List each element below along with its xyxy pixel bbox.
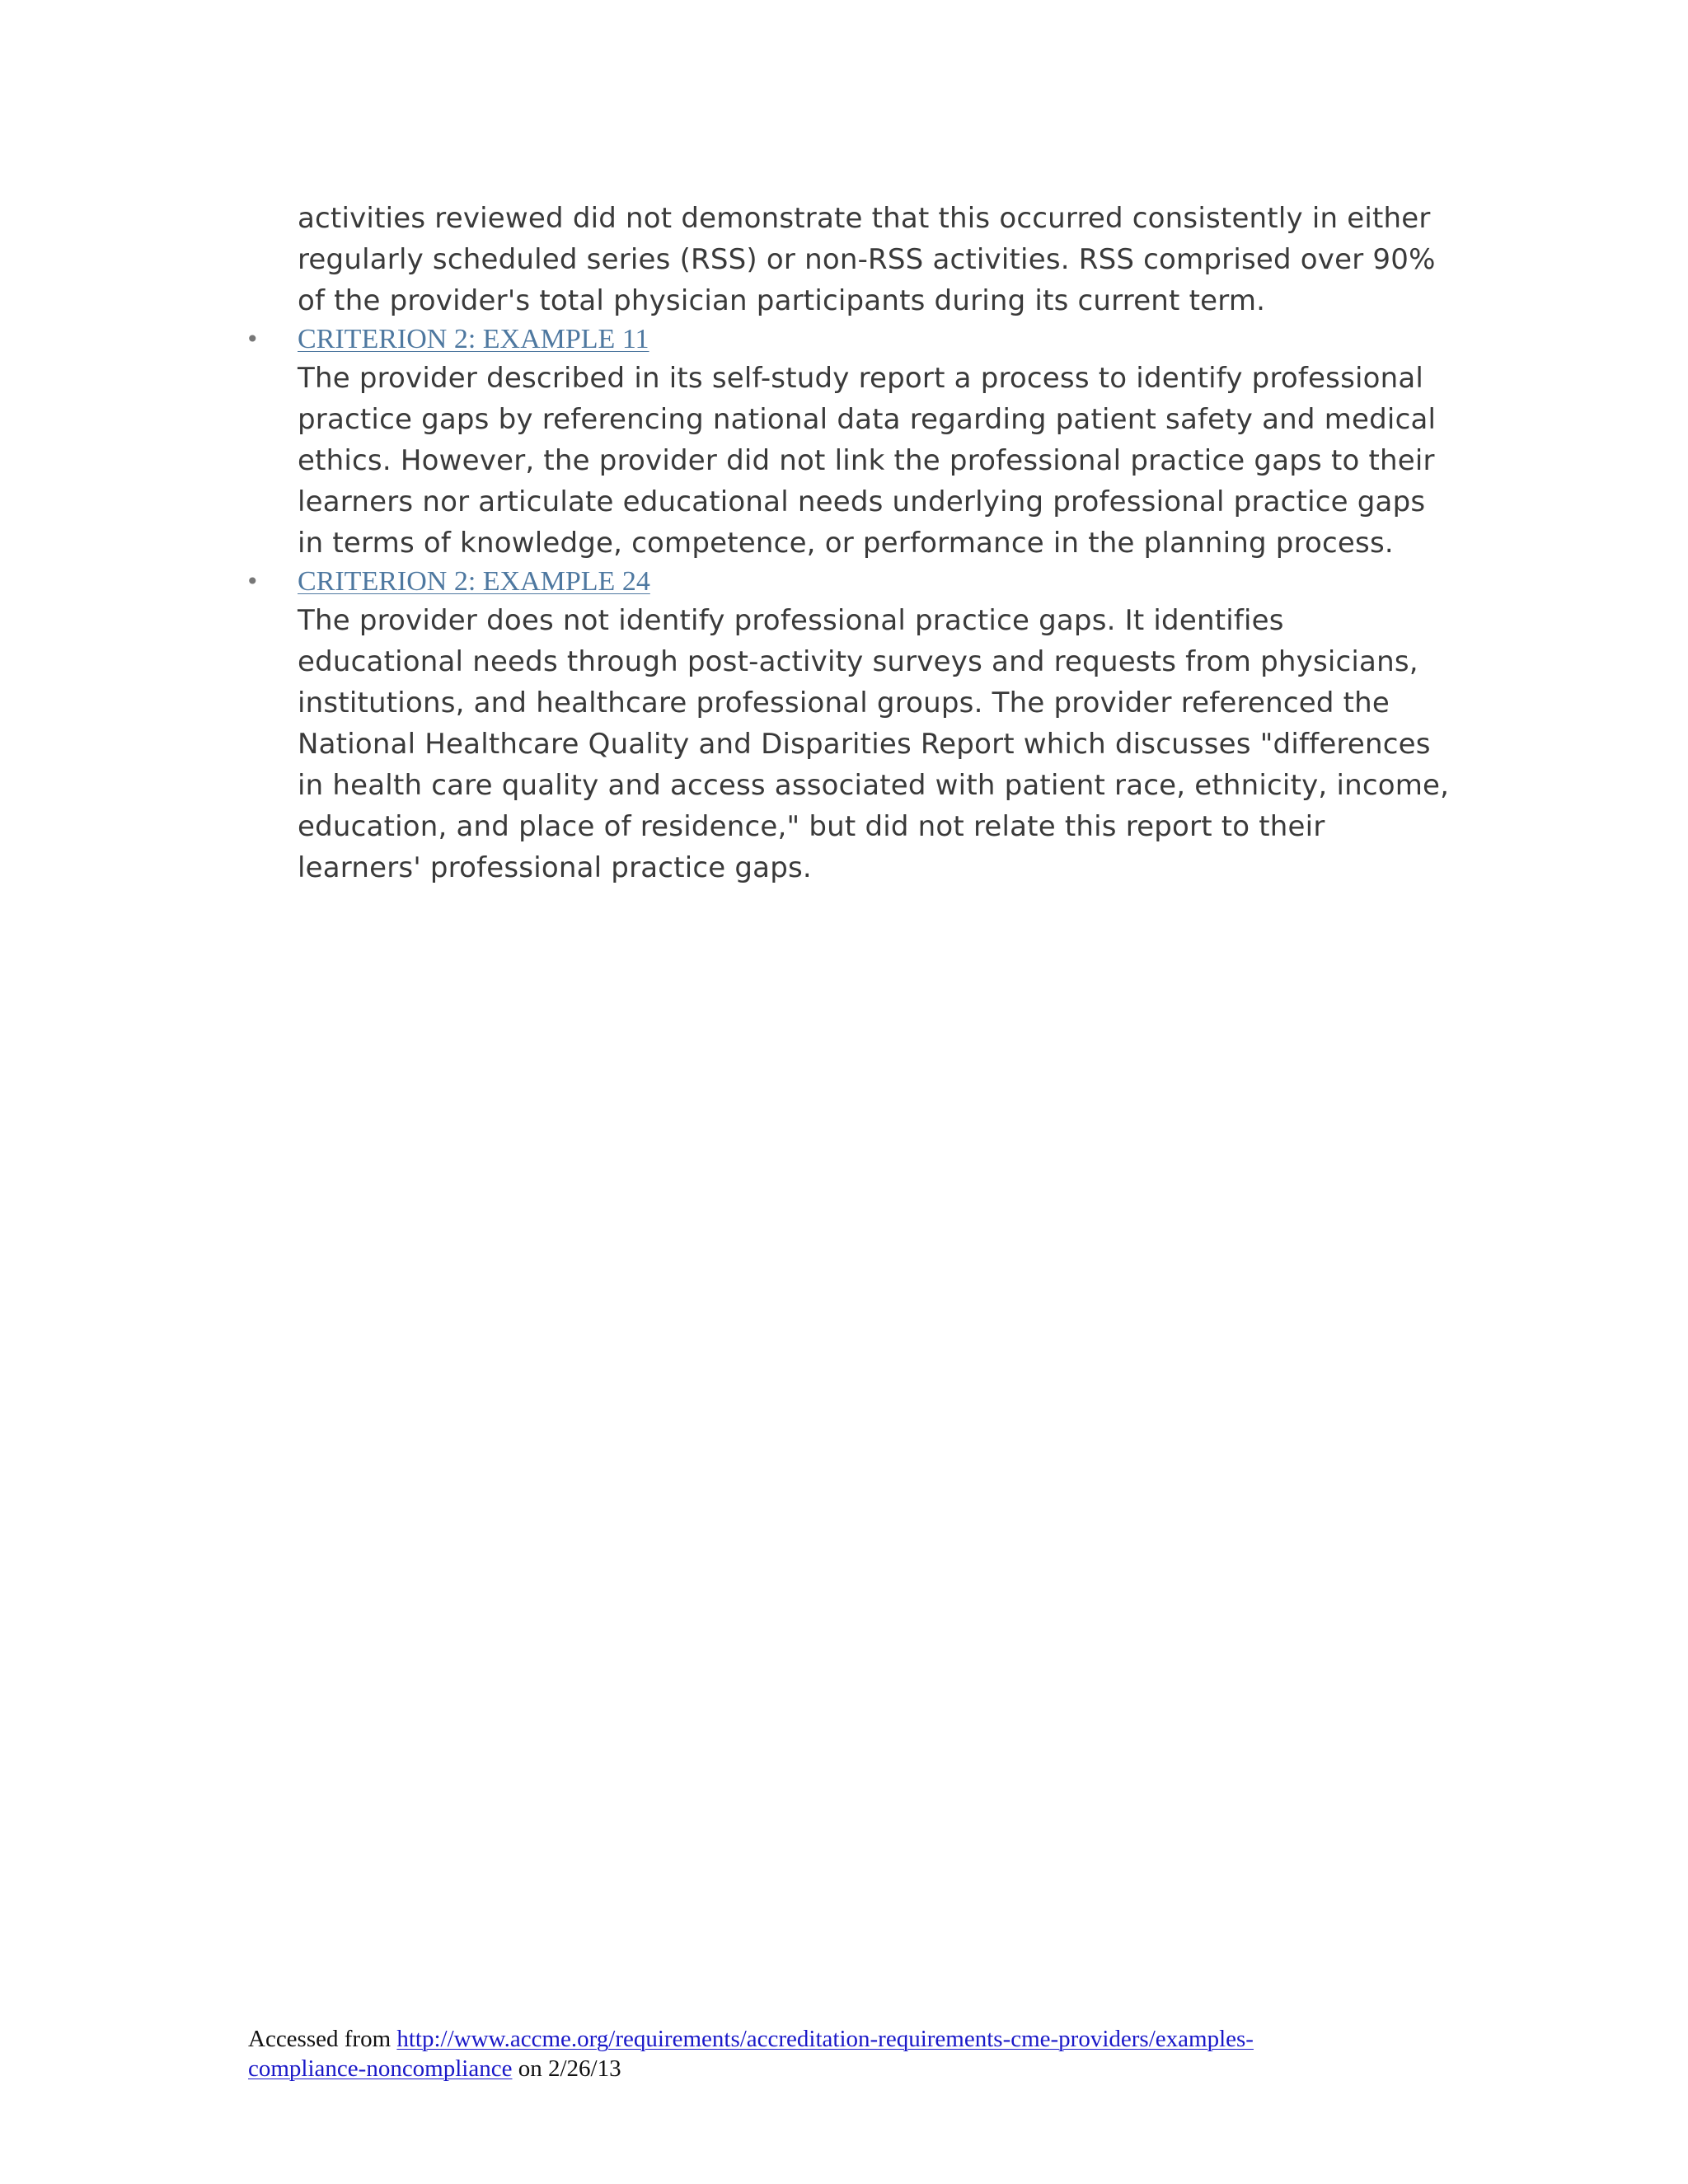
source-url-line-2: compliance-noncompliance (248, 2055, 513, 2082)
criterion-example-24-link[interactable]: CRITERION 2: EXAMPLE 24 (298, 566, 650, 597)
bullet-icon: • (246, 568, 260, 595)
document-body (246, 198, 1451, 888)
footer-prefix: Accessed from (248, 2026, 397, 2052)
intro-paragraph: activities reviewed did not demonstrate that this occurred consistently in either regularly scheduled series (RSS) or non-RSS activities. RSS comprised over 90% of the provider's total physician participants during its current term. (298, 202, 1436, 317)
criterion-example-11-link[interactable]: CRITERION 2: EXAMPLE 11 (298, 324, 649, 354)
page-footer (248, 2024, 1484, 2083)
item-body-text: The provider does not identify professional practice gaps. It identifies educational needs through post-activity surveys and requests from physicians, institutions, and healthcare professional groups. The provider referenced the National Healthcare Quality and Disparities Report which discusses "differences in health care quality and access associated with patient race, ethnicity, income, education, and place of residence," but did not relate this report to their learners' professional practice gaps. (298, 604, 1450, 884)
item-body-text: The provider described in its self-study report a process to identify professional practice gaps by referencing national data regarding patient safety and medical ethics. However, the provider did not link the professional practice gaps to their learners nor articulate educational needs underlying professional practice gaps in terms of knowledge, competence, or performance in the planning process. (298, 362, 1437, 560)
source-url-link[interactable] (248, 2026, 1254, 2082)
list-item (246, 564, 1451, 888)
footer-date: on 2/26/13 (512, 2055, 621, 2082)
list-item (246, 321, 1451, 564)
source-url-line-1: http://www.accme.org/requirements/accreditation-requirements-cme-providers/examples- (396, 2026, 1254, 2052)
bullet-icon: • (246, 326, 260, 353)
